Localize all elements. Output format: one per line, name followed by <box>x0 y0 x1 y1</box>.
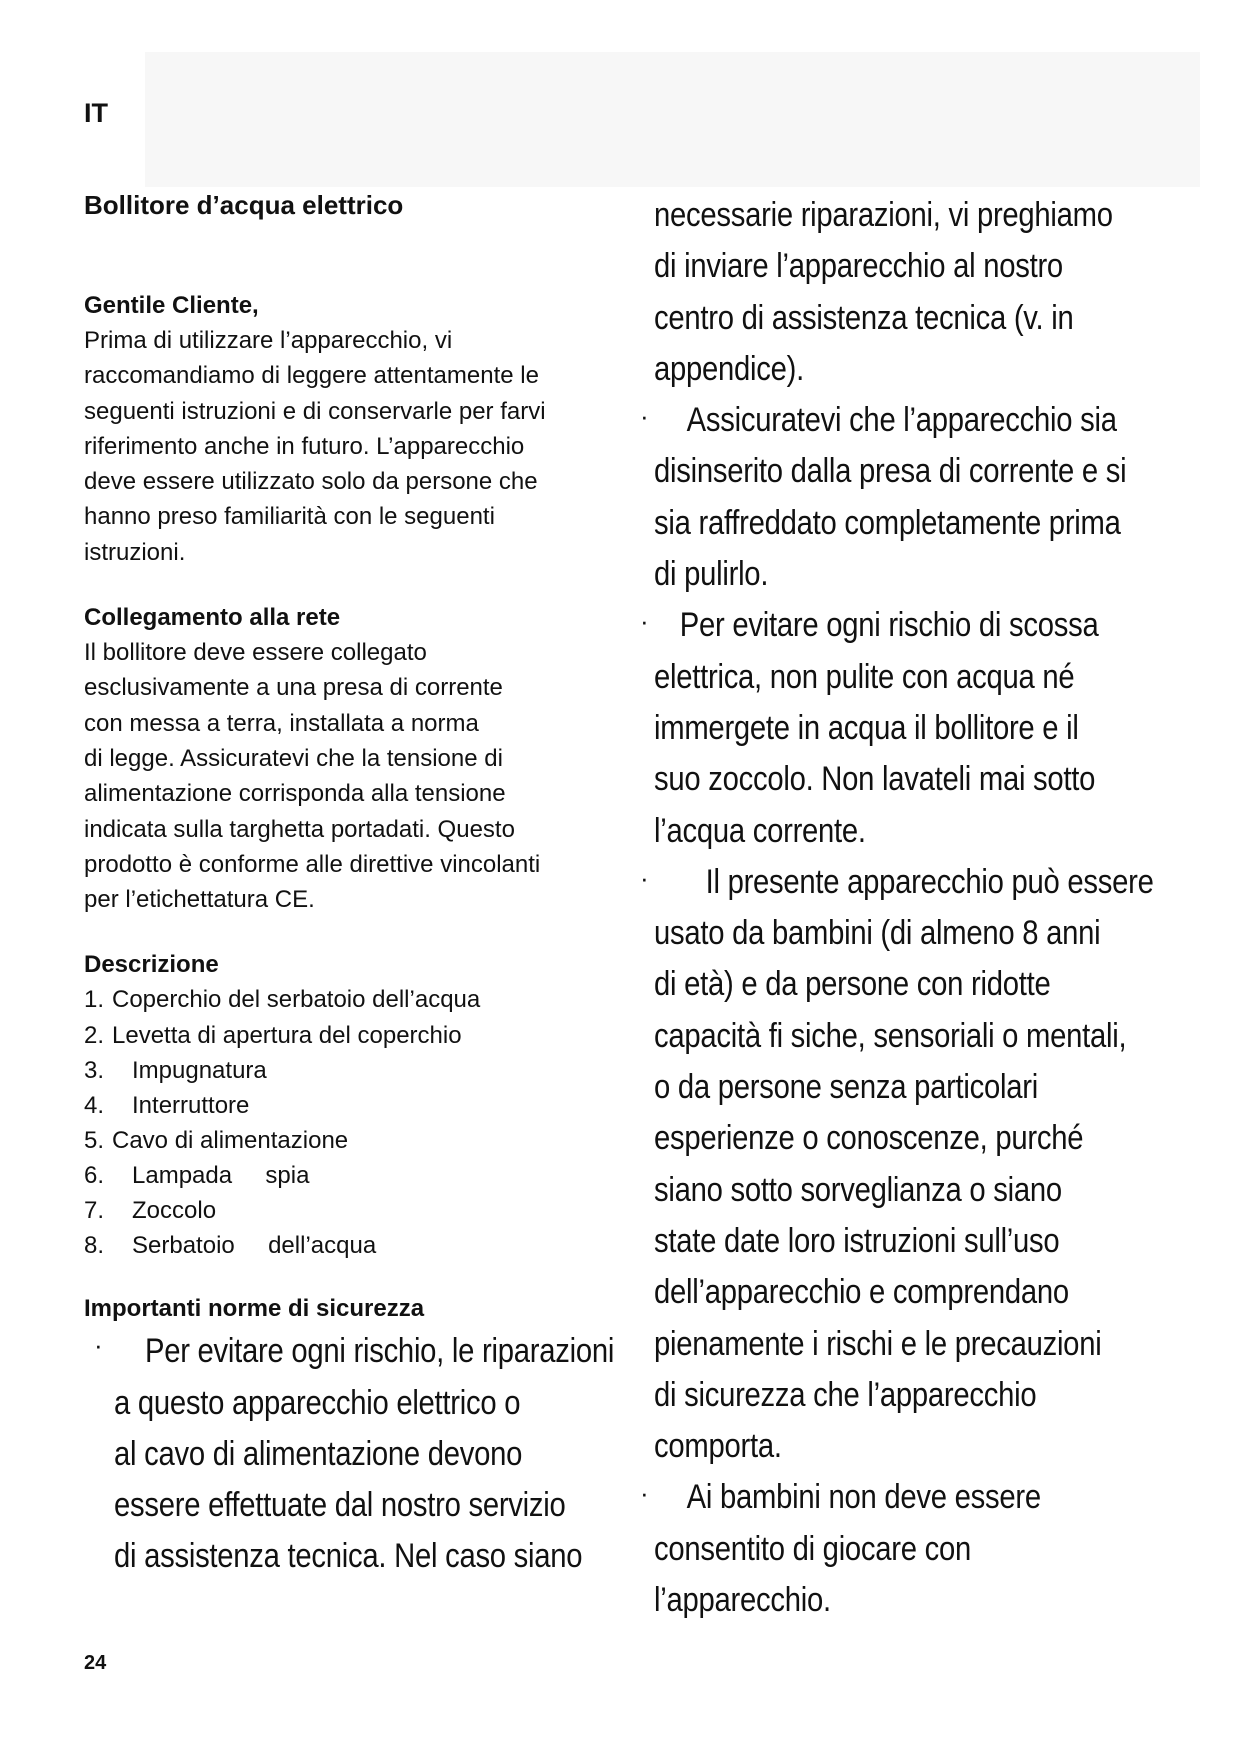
text-line: al cavo di alimentazione devono <box>114 1434 523 1473</box>
text-line: di età) e da persone con ridotte <box>654 965 1051 1004</box>
greeting-text <box>84 323 644 570</box>
text-line: di assistenza tecnica. Nel caso siano <box>114 1537 583 1576</box>
list-item: 7. Zoccolo <box>84 1197 217 1225</box>
text-line: pienamente i rischi e le precauzioni <box>654 1324 1102 1363</box>
bullet-mark: · <box>640 401 649 432</box>
text-line: appendice). <box>654 349 804 388</box>
list-item: 1. Coperchio del serbatoio dell’acqua <box>84 986 481 1014</box>
bullet-mark: · <box>640 606 649 637</box>
text-line: per l’etichettatura CE. <box>84 886 315 914</box>
text-line: state date loro istruzioni sull’uso <box>654 1221 1060 1260</box>
connection-text <box>84 635 644 917</box>
description-heading: Descrizione <box>84 951 219 979</box>
text-line: Ai bambini non deve essere <box>686 1478 1041 1517</box>
text-line: a questo apparecchio elettrico o <box>114 1383 521 1422</box>
text-line: comporta. <box>654 1427 782 1466</box>
text-line: Il presente apparecchio può essere <box>705 862 1154 901</box>
text-line: istruzioni. <box>84 538 186 566</box>
safety-bullet <box>640 395 1214 600</box>
safety-bullet <box>640 600 1214 856</box>
text-line: Il bollitore deve essere collegato <box>84 639 427 667</box>
text-line: disinserito dalla presa di corrente e si <box>654 452 1127 491</box>
list-item: 6. Lampada spia <box>84 1161 310 1189</box>
text-line: di pulirlo. <box>654 555 769 594</box>
text-line: raccomandiamo di leggere attentamente le <box>84 362 539 390</box>
bullet-mark: · <box>94 1330 103 1361</box>
connection-heading: Collegamento alla rete <box>84 604 341 632</box>
text-line: esclusivamente a una presa di corrente <box>84 674 503 702</box>
safety-section <box>84 1291 644 1582</box>
page-number: 24 <box>84 1652 107 1674</box>
list-item: 2. Levetta di apertura del coperchio <box>84 1021 462 1049</box>
connection-section <box>84 600 644 917</box>
text-line: capacità fi siche, sensoriali o mentali, <box>654 1016 1127 1055</box>
text-line: l’apparecchio. <box>654 1581 831 1620</box>
text-line: hanno preso familiarità con le seguenti <box>84 503 495 531</box>
document-title: Bollitore d’acqua elettrico <box>84 190 404 220</box>
text-line: siano sotto sorveglianza o siano <box>654 1170 1062 1209</box>
list-item: 8. Serbatoio dell’acqua <box>84 1232 377 1260</box>
text-line: sia raffreddato completamente prima <box>654 503 1121 542</box>
text-line: consentito di giocare con <box>654 1529 972 1568</box>
right-column <box>640 190 1214 1626</box>
text-line: alimentazione corrisponda alla tensione <box>84 780 506 808</box>
greeting-section <box>84 288 644 570</box>
text-line: centro di assistenza tecnica (v. in <box>654 298 1074 337</box>
safety-bullet <box>94 1326 644 1582</box>
text-line: Per evitare ogni rischio di scossa <box>679 606 1099 645</box>
continued-text <box>654 190 1204 395</box>
text-line: suo zoccolo. Non lavateli mai sotto <box>654 760 1096 799</box>
text-line: prodotto è conforme alle direttive vincolanti <box>84 850 541 878</box>
list-item: 5. Cavo di alimentazione <box>84 1126 349 1154</box>
text-line: Assicuratevi che l’apparecchio sia <box>686 401 1117 440</box>
text-line: deve essere utilizzato solo da persone che <box>84 468 538 496</box>
text-line: esperienze o conoscenze, purché <box>654 1119 1084 1158</box>
list-item: 3. Impugnatura <box>84 1056 267 1084</box>
safety-bullet <box>640 1472 1214 1626</box>
text-line: riferimento anche in futuro. L’apparecchio <box>84 432 525 460</box>
text-line: Per evitare ogni rischio, le riparazioni <box>144 1332 615 1371</box>
bullet-mark: · <box>640 1478 649 1509</box>
text-line: elettrica, non pulite con acqua né <box>654 657 1075 696</box>
left-column <box>84 190 644 1583</box>
header-band <box>145 52 1200 187</box>
text-line: l’acqua corrente. <box>654 811 866 850</box>
description-section <box>84 947 644 1263</box>
text-line: o da persone senza particolari <box>654 1068 1038 1107</box>
text-line: usato da bambini (di almeno 8 anni <box>654 914 1101 953</box>
text-line: di inviare l’apparecchio al nostro <box>654 247 1063 286</box>
safety-bullet <box>640 857 1214 1473</box>
text-line: necessarie riparazioni, vi preghiamo <box>654 196 1113 234</box>
parts-list <box>84 982 644 1263</box>
text-line: di sicurezza che l’apparecchio <box>654 1375 1037 1414</box>
text-line: seguenti istruzioni e di conservarle per farvi <box>84 397 546 425</box>
list-item: 4. Interruttore <box>84 1091 250 1119</box>
language-code: IT <box>84 98 108 128</box>
greeting-heading: Gentile Cliente, <box>84 292 259 319</box>
text-line: Prima di utilizzare l’apparecchio, vi <box>84 327 453 354</box>
text-line: con messa a terra, installata a norma <box>84 709 479 737</box>
text-line: indicata sulla targhetta portadati. Questo <box>84 815 515 843</box>
safety-heading: Importanti norme di sicurezza <box>84 1295 425 1323</box>
text-line: immergete in acqua il bollitore e il <box>654 708 1079 747</box>
bullet-mark: · <box>640 862 649 893</box>
text-line: essere effettuate dal nostro servizio <box>114 1486 566 1525</box>
text-line: di legge. Assicuratevi che la tensione di <box>84 744 503 772</box>
text-line: dell’apparecchio e comprendano <box>654 1273 1069 1312</box>
